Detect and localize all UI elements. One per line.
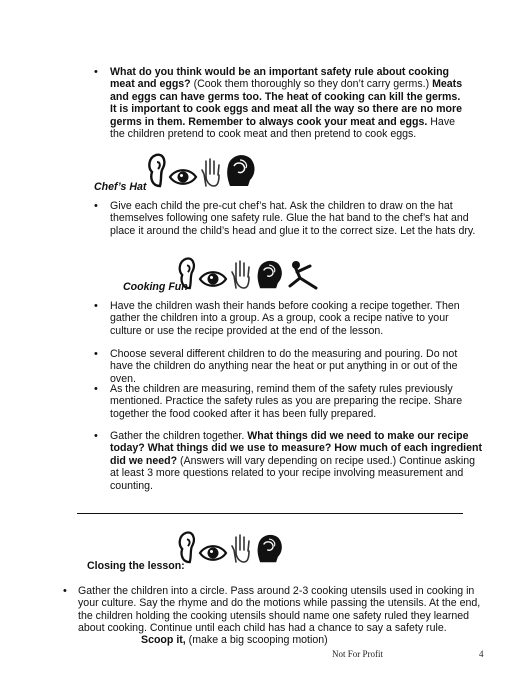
movement-icon <box>286 260 320 290</box>
chefs-hat-paragraph: Give each child the pre-cut chef’s hat. Ask the children to draw on the hat themselves following one safety rule. Glue the hat band to the chef’s hat and place it around the child’s head and glue it to the correct size. Let the hats dry. <box>110 200 476 237</box>
bullet: • <box>94 66 98 78</box>
ear-icon <box>146 152 166 188</box>
rhyme-words: Scoop it, <box>141 634 186 646</box>
head-icon <box>254 532 284 564</box>
cooking-fun-paragraph-3: As the children are measuring, remind them of the safety rules previously mentioned. Practice the safety rules as you are preparing the recipe. Share together the food cooked after it has been fully prepared. <box>110 383 463 420</box>
head-icon <box>224 152 256 188</box>
footer-text: Not For Profit <box>332 649 384 659</box>
hand-icon <box>230 260 252 290</box>
bullet: • <box>94 300 98 312</box>
senses-icons <box>176 256 320 290</box>
bullet: • <box>94 348 98 360</box>
intro-answer: (Cook them thoroughly so they don’t carry germs.) <box>190 78 433 91</box>
section-heading-chefs-hat: Chef’s Hat <box>94 181 147 193</box>
eye-icon <box>198 268 228 290</box>
intro-activity: Have the children pretend to cook meat and then pretend to cook eggs. <box>110 115 456 141</box>
senses-icons <box>146 152 256 188</box>
head-icon <box>254 258 284 290</box>
closing-paragraph: Gather the children into a circle. Pass around 2-3 cooking utensils used in cooking in your culture. Say the rhyme and do the motions while passing the utensils. At the end, the children holding the cooking utensils should name one safety ruled they learned about cooking. Continue until each child has had a chance to say a safety rule. <box>78 585 481 635</box>
cooking-fun-paragraph-2: Choose several different children to do the measuring and pouring. Do not have the children do anything near the heat or put anything in or out of the oven. <box>110 348 458 385</box>
eye-icon <box>168 166 198 188</box>
page-number: 4 <box>479 649 484 659</box>
section-heading-closing: Closing the lesson: <box>87 560 185 572</box>
intro-explanation: Meats and eggs can have germs too. The heat of cooking can kill the germs. It is important to cook eggs and meat all the way so there are no more germs in them. Remember to always cook your meat and eggs. <box>110 78 463 128</box>
hand-icon <box>230 534 252 564</box>
gather-text: Gather the children together. <box>110 430 248 442</box>
hand-icon <box>200 158 222 188</box>
senses-icons <box>176 530 284 564</box>
rhyme-line <box>141 634 441 646</box>
bullet: • <box>63 585 67 597</box>
intro-paragraph <box>110 66 466 140</box>
cooking-fun-paragraph-1: Have the children wash their hands before cooking a recipe together. Then gather the children into a group. As a group, cook a recipe native to your culture or use the recipe provided at the end of the lesson. <box>110 300 460 337</box>
bullet: • <box>94 200 98 212</box>
section-divider <box>77 513 463 514</box>
bullet: • <box>94 383 98 395</box>
intro-question: What do you think would be an important safety rule about cooking meat and eggs? <box>110 66 450 91</box>
section-heading-cooking-fun: Cooking Fun <box>123 281 188 293</box>
ear-icon <box>176 530 196 564</box>
recipe-questions: What things did we need to make our recipe today? What things did we use to measure? How much of each ingredient did we need? <box>110 430 482 467</box>
ear-icon <box>176 256 196 290</box>
bullet: • <box>94 430 98 442</box>
rhyme-motion: (make a big scooping motion) <box>185 634 328 646</box>
cooking-fun-paragraph-4 <box>110 430 484 492</box>
questions-note: (Answers will vary depending on recipe used.) Continue asking at least 3 more questions related to your recipe involving measurement and counting. <box>110 454 476 492</box>
eye-icon <box>198 542 228 564</box>
